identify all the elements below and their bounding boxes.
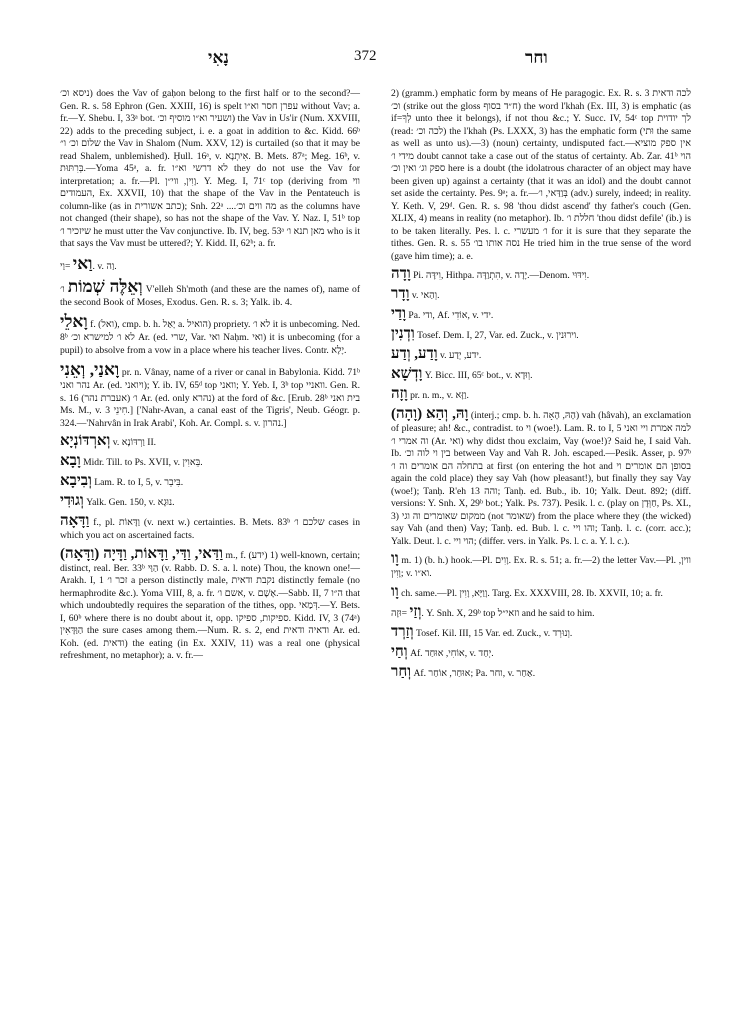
headword: וְבִיבָא xyxy=(60,473,92,489)
entry-continuation xyxy=(391,88,691,263)
entry-text: 2) (gramm.) emphatic form by means of He paragogic. Ex. R. s. 3 לכה ודאית וכ׳ (strike out the gloss ח״ד בסוף) the word l'khah (Ex. III, 3) is emphatic (as if=לְךָ unto thee it belongs), if not thou &c.; Y. Succ. IV, 54ᶜ top לך יודוית (read: לכה וכ׳) the l'khah (Ps. LXXX, 3) has the emphatic form (וּתי the same as well as unto us).—3) (noun) certainty, undisputed fact.—אין ספק מוציא מידי ו׳ doubt cannot take a case out of the status of certainty. Ab. Zar. 41ᵇ הוי ספק וג׳ ואין וכ׳ here is a doubt (the idolatrous character of an object may have been given up) against a certainty (that it was an idol) and the doubt cannot set aside the certainty. Pes. 9ᵃ; a. fr.—בְּוַדַּאי, ו׳ (adv.) surely, indeed; in reality. Y. Keth. V, 29ᵈ. Gen. R. s. 98 'thou didst ascend' thy father's couch (Gen. XLIX, 4) means in reality (no metaphor). Ib. חללת ו׳ 'thou didst defile' (ib.) is to be taken literally. Pes. l. c. ו׳ מעשרי for it is sure that they separate the tithes. Gen. R. s. 55 נסה אותו בו׳ He tried him in the true sense of the word (gave him time); a. e. xyxy=(391,88,692,262)
entry-text: Pi. וִידָּה, Hithpa. הִתְוַדָּה, v. יָדָה.—Denom. וִידּוּי. xyxy=(413,270,590,281)
headword: וַדָּאָה xyxy=(60,513,90,529)
entry xyxy=(60,254,360,274)
headword: וָו xyxy=(391,583,399,600)
entry-text: =וּזָה. Y. Snh. X, 29ᵇ top וזאי״ל and he said to him. xyxy=(391,607,595,619)
entry-text: m. 1) (b. h.) hook.—Pl. וָוִים. Ex. R. s. 51; a. fr.—2) the letter Vav.—Pl. ווין, וָוִין; v. וא״ו. xyxy=(391,555,691,579)
entry xyxy=(391,551,691,581)
headword: וִדְנִין xyxy=(391,326,415,342)
entry-text: Y. Bicc. III, 65ᶜ bot., v. וְוּדָא. xyxy=(424,370,533,381)
entry-text: ch. same.—Pl. וָוַיָּא, וָוִין. Targ. Ex. XXXVIII, 28. Ib. XXVII, 10; a. fr. xyxy=(401,587,663,599)
headword: וָבָא xyxy=(60,453,81,469)
headword: וָזָה xyxy=(391,386,408,402)
left-column xyxy=(60,88,360,664)
entry-text: Lam. R. to I, 5, v. בִּיבֵר. xyxy=(94,477,184,488)
entry xyxy=(60,546,360,663)
entry-text: m., f. (ידע) 1) well-known, certain; distinct, real. Ber. 33ᵇ הַוַּי (v. Rabb. D. S. a. l. note) Thou, the known one!—Arakh. I, 1 זכר ו׳ a person distinctly male, נקבת ודאית distinctly female (no hermaphrodite &c.). Yoma VIII, 8, a. fr. אשם ו׳, v. אָשָׁם.—Sabb. II, 7 ה״ו that which undoubtedly requires the separation of the tithes, opp. דְּמַאי.—Y. Bets. I, 60ᵇ where there is no doubt about it, opp. ספיקות, ספיקו. Kidd. IV, 3 (74ᵃ) הַוַּדָּאִין the sure cases among them.—Num. R. s. 2, end ודאיה ודאית Ar. ed. Koh. (ed. ודאית) the eating (in Ex. XXIV, 11) was a real one (physical refreshment, no metaphor); a. v. fr.— xyxy=(60,549,361,661)
entry xyxy=(391,266,691,283)
headword: וַאי xyxy=(72,253,93,273)
headword: וָאלֵי xyxy=(60,312,88,331)
entry-text: Tosef. Kil. III, 15 Var. ed. Zuck., v. וְנוּרְד. xyxy=(416,627,573,639)
entry-continuation xyxy=(60,88,360,251)
entry xyxy=(60,513,360,543)
headword: וְחַי xyxy=(391,643,408,660)
entry xyxy=(60,277,360,310)
entry xyxy=(60,453,360,470)
headword: וָדַי xyxy=(391,306,406,322)
entry-text: f. (ואל), cmp. b. h. יָאַל a. הואיל) propriety. לא ו׳ it is unbecoming. Ned. 8ᵇ לא ו׳ למישרא וכ׳ Ar. (ed. שרי, Var. ואי Naḥm. ואי) it is unbecoming (for a pupil) to absolve from a vow in a place where his teacher lives. Contr. יָלָא. xyxy=(60,319,361,356)
entry-text: (interj.; cmp. b. h. הָהּ, הָאָה) vah (hâvah), an exclamation of pleasure; ah! &c., contradist. to וי (woe!). Lam. R. to I, 5 למה אמרת ויי ואני וה אמרי ו׳ (Ar. ואי) why didst thou exclaim, Vay (woe!)? Said he, I said Vah. Ib. בין וי לוה וכ׳ between Vay and Vah R. Joh. escaped.—Pesik. Asser, p. 97ᵇ בתחלה הם אומרים וה ו׳ at first (on entering the hot and בסופן הם אומרים וי again the cold place) they say Vah (how pleasant!), but finally they say Vay (woe!); Tanḥ. R'eh 13 והה; Tanḥ. ed. Bub., ib. 10; Yalk. Deut. 892; (diff. versions: Y. Snh. X, 29ᵇ bot.; Yalk. Ps. 737). Pesik. l. c. (play on חַוְּדָן, Ps. XL, 3) ממקום שאומרים וה וגי (not שאומר) from the place where they (the wicked) say Vah (and then) Vay; Tanḥ. ed. Bub. l. c. והו ויי; Tanḥ. l. c. (corr. acc.); Yalk. Deut. l. c. הוי ויי; (differ. vers. in Yalk. Ps. l. c. a. Y. l. c.). xyxy=(391,410,692,547)
headword: וָו xyxy=(391,551,399,567)
headword: וְגוּדִי xyxy=(60,493,84,509)
entry xyxy=(391,346,691,363)
entry xyxy=(60,433,360,450)
header-guide-word-right: וחר xyxy=(525,48,548,67)
entry xyxy=(60,473,360,490)
entry xyxy=(391,584,691,601)
page-number: 372 xyxy=(354,48,377,64)
entry xyxy=(391,604,691,621)
entry xyxy=(391,406,691,548)
headword: וְחַר xyxy=(391,663,412,680)
entry-text: v. וַרְדּוֹנָא II. xyxy=(112,437,157,448)
entry-text: =וַי. v. וַה. xyxy=(60,260,117,272)
headword: וַדַּאי, וַדַּי, וַדָּאוֹת, וַדָּיָה (וַדָּאָה) xyxy=(60,545,223,562)
headword: וָהּ, וְהַאּ (וָהָה) xyxy=(391,406,469,422)
entry-text: f., pl. וַדָּאוֹת (v. next w.) certainties. B. Mets. 83ᵇ שלכם ו׳ cases in which you act on ascertained facts. xyxy=(60,517,360,541)
entry-text: pr. n. m., v. וַזָּא. xyxy=(410,390,469,401)
header-guide-word-left: נָאִי xyxy=(208,48,229,67)
entry xyxy=(391,664,691,681)
entry xyxy=(391,326,691,343)
entry xyxy=(391,386,691,403)
entry-text: Tosef. Dem. I, 27, Var. ed. Zuck., v. וירוּנין. xyxy=(417,330,579,341)
headword: וְאֵלֶּה שְׁמוֹת xyxy=(67,276,143,296)
entry-text: ניסא וכ׳) does the Vav of gaḥon belong to the first half or to the second?—Gen. R. s. 58 Ephron (Gen. XXIII, 16) is spelt עפרן חסר וא״ו without Vav; a. fr.—Y. Shebu. I, 33ᵃ bot. ושעיר וא״ו מוסיף וכ׳) the Vav in Us'ir (Num. XXVIII, 22) adds to the preceding subject, i. e. a goat in addition to &c. Kidd. 66ᵇ שלום וכ׳ ו״ the Vav in Shalom (Num. XXV, 12) is curtailed (so that it may be read Shalem, unblemished). Ḥull. 16ᵃ, v. אִיתְנָא. B. Mets. 87ᵃ; Meg. 16ᵇ, v. בְּרִתּוּת.—Yoma 45ᵃ, a. fr. לא דרשי וא״ו they do not use the Vav for interpretation; a. fr.—Pl. וָוִין, ווי״ן. Y. Meg. I, 71ᶜ top (deriving from ווי העמודים, Ex. XXVII, 10) that the shape of the Vav in the Pentateuch is column-like (as in כתב אשורית); Snh. 22ᵃ ....מה ווים וכ׳ as the columns have not changed (their shape), so has not the shape of the Vav. Y. Naz. I, 51ᵇ top שיזכיר ו׳ he must utter the Vav conjunctive. Ib. IV, beg. 53ᵃ מאן תנא ו׳ who is it that says the Vav must be uttered?; Y. Kidd. II, 62ᵇ; a. fr. xyxy=(60,88,361,249)
entry xyxy=(391,286,691,303)
entry xyxy=(391,366,691,383)
entry xyxy=(60,360,360,430)
headword: וָדְשָׁא xyxy=(391,366,423,382)
page-header xyxy=(60,44,690,68)
headword: וָאנַי, וְאֵנִי xyxy=(60,360,120,379)
headword: וָדָה xyxy=(391,266,411,282)
entry xyxy=(391,644,691,661)
headword: וָדַע, וְדַע xyxy=(391,346,438,362)
entry-text: ו׳ V'elleh Sh'moth (and these are the names of), name of the second Book of Moses, Exodus. Gen. R. s. 3; Yalk. ib. 4. xyxy=(60,283,361,308)
entry-text: v. ידע, יְדַע. xyxy=(440,350,482,361)
entry xyxy=(391,306,691,323)
headword: וְזַי xyxy=(409,603,422,620)
entry xyxy=(60,312,360,357)
right-column xyxy=(391,88,691,682)
entry-text: Af. אוֹחִי, אוּחַד, v. יְחַד. xyxy=(410,647,494,659)
entry-text: Midr. Till. to Ps. XVII, v. בֵּאוִין. xyxy=(83,457,203,468)
entry xyxy=(60,493,360,510)
headword: וְזַרְד xyxy=(391,623,414,640)
entry-text: v. וְהַאי. xyxy=(411,290,440,301)
entry-text: Yalk. Gen. 150, v. נוּגָא. xyxy=(86,497,175,508)
entry-text: pr. n. Vânay, name of a river or canal in Babylonia. Kidd. 71ᵇ נהר ואני Ar. (ed. ויואני); Y. ib. IV, 65ᵈ top וואני; Y. Yeb. I, 3ᵇ top וואניי. Gen. R. s. 16 ו׳ (אעברת נהר) Ar. (ed. only נהרא) at the ford of &c. [Erub. 28ᵇ בית ואני Ms. M., v. חִינֵי 3.] ['Nahr-Avan, a canal east of the Tigris', Neub. Géogr. p. 324.—'Nahrvân in Irak Arabi', Koh. Ar. Compl. s. v. נהרון.] xyxy=(60,367,360,429)
headword: וְארְדּוֹנְיָא xyxy=(60,433,111,449)
entry xyxy=(391,624,691,641)
headword: וָדָר xyxy=(391,286,410,302)
entry-text: Pa. ודי, Af. אוֹדִי, v. ידי. xyxy=(408,310,494,321)
entry-text: Af. אוּחַר, אוֹחַר; Pa. וחר, v. אַחַר. xyxy=(413,667,536,679)
